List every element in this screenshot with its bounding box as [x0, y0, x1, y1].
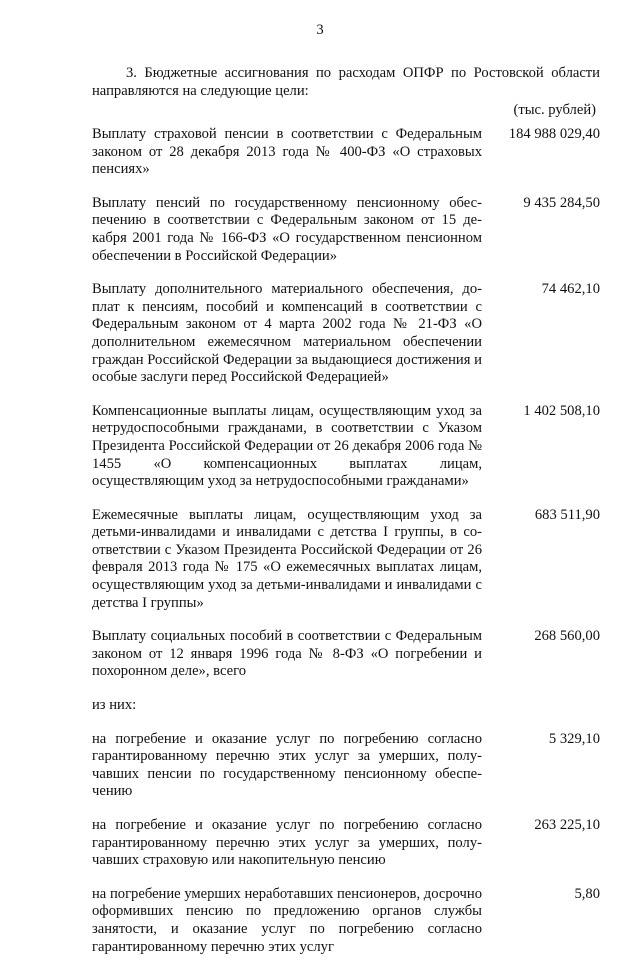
sub-list-item	[92, 731, 600, 801]
sub-item-description: на погребение умерших неработавших пенсионеров, досрочно оформивших пенсию по предложению органов службы занятости, и оказание услуг по погребению согласно гарантированному перечню этих услуг	[92, 885, 482, 955]
appropriations-list	[92, 126, 600, 972]
item-description: Выплату дополнительного материального обеспечения, доплат к пенсиям, пособий и компенсаций в соответствии с Федеральным законом от 4 марта 2002 года № 21-ФЗ «О дополнительном ежемесячном материальном обеспечении граждан Российской Федерации за выдающиеся достижения и особые заслуги перед Российской Федерацией»	[92, 281, 482, 386]
sub-item-amount: 5,80	[574, 885, 600, 902]
sub-item-amount: 263 225,10	[534, 817, 600, 833]
page-number: 3	[316, 22, 324, 38]
sub-list-item	[92, 886, 600, 956]
sub-item-amount: 5 329,10	[548, 730, 600, 747]
list-item	[92, 195, 600, 265]
item-description: Выплату страховой пенсии в соответствии с Федеральным законом от 28 декабря 2013 года № 400-ФЗ «О страховых пенсиях»	[92, 126, 482, 178]
item-amount: 184 988 029,40	[508, 126, 600, 142]
sub-list-item	[92, 817, 600, 870]
list-item	[92, 126, 600, 179]
item-description: Выплату социальных пособий в соответствии с Федеральным законом от 12 января 1996 года № 8-ФЗ «О погребении и похоронном деле», всего	[92, 628, 482, 680]
item-description: Компенсационные выплаты лицам, осуществляющим уход за нетрудоспособными гражданами, в соответствии с Указом Президента Российской Федерации от 26 декабря 2006 года № 1455 «О компенсационных выплатах лицам, осуществляющим уход за нетрудоспособными гражданами»	[92, 402, 482, 490]
sub-item-description: на погребение и оказание услуг по погребению согласно гарантированному перечню этих услуг за умерших, получавших страховую или накопительную пенсию	[92, 817, 482, 869]
item-description: Ежемесячные выплаты лицам, осуществляющим уход за детьми-инвалидами и инвалидами с детства I группы, в соответствии с Указом Президента Российской Федерации от 26 февраля 2013 года № 175 «О ежемесячных выплатах лицам, осуществляющим уход за детьми-инвалидами и инвалидами с детства I группы»	[92, 506, 482, 611]
unit-label: (тыс. рублей)	[513, 102, 596, 118]
sub-items-header: из них:	[92, 697, 137, 714]
sub-item-description: на погребение и оказание услуг по погребению согласно гарантированному перечню этих услуг за умерших, получавших пенсии по государственному пенсионному обеспечению	[92, 730, 482, 800]
intro-paragraph	[92, 64, 600, 100]
list-item	[92, 507, 600, 613]
item-amount: 268 560,00	[534, 628, 600, 645]
list-item	[92, 281, 600, 387]
list-item	[92, 628, 600, 681]
item-description: Выплату пенсий по государственному пенсионному обеспечению в соответствии с Федеральным законом от 15 декабря 2001 года № 166-ФЗ «О государственном пенсионном обеспечении в Российской Федерации»	[92, 194, 482, 264]
intro-text: 3. Бюджетные ассигнования по расходам ОПФР по Ростовской области направляются на следующие цели:	[92, 65, 600, 99]
item-amount: 1 402 508,10	[523, 402, 600, 419]
item-amount: 683 511,90	[534, 506, 600, 523]
item-amount: 74 462,10	[541, 281, 600, 298]
item-amount: 9 435 284,50	[523, 194, 600, 211]
list-item	[92, 403, 600, 491]
